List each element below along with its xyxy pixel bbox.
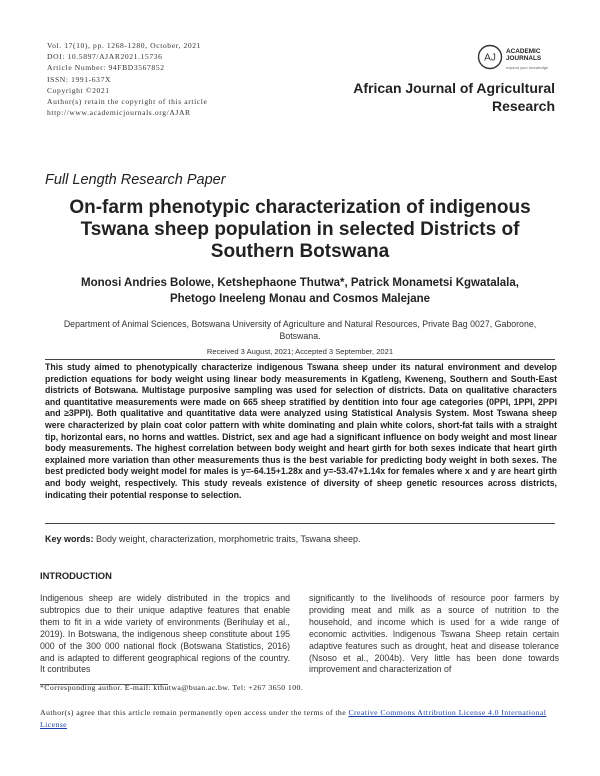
keywords-text: Body weight, characterization, morphometric traits, Tswana sheep.: [96, 534, 361, 544]
article-metadata: [47, 40, 207, 118]
corresponding-author-note: *Corresponding author. E-mail: kthutwa@buan.ac.bw. Tel: +267 3650 100.: [40, 683, 304, 692]
logo-line-2: JOURNALS: [506, 55, 542, 63]
keywords: [45, 534, 361, 544]
academic-journals-logo-icon: [477, 44, 503, 70]
logo-wordmark: [506, 48, 541, 62]
abstract: This study aimed to phenotypically characterize indigenous Tswana sheep under its natural environment and develop prediction equations for body weight using linear body measurements in Kgatleng, Kweneng, Southern and South-East districts of Botswana. Multistage purposive sampling was used for selection of districts. Data on qualitative characters and quantitative measurements were made on 665 sheep stratified by dentition into four age categories (0PPI, 1PPI, 2PPI and ≥3PPI). Both qualitative and quantitative data were analyzed using Statistical Analysis System. Most Tswana sheep were characterized by plain coat color pattern with white dominating and plain white colors, short-fat tails with a straight tip, horizontal ears, no horns and wattles. District, sex and age had a significant influence on body weight and most linear body measurements. The highest correlation between body weight and heart girth for both sexes indicate that heart girth explained more variation than other measurements thus is the best variable for predicting body weight in both sexes. The best predicted body weight model for males is y=-64.15+1.28x and y=-53.47+1.14x for females where x and y are heart girth and body weight, respectively. This study reveals existence of diversity of sheep genetic resources across districts, indicating their potential response to selection.: [45, 362, 557, 500]
paper-type: Full Length Research Paper: [45, 172, 226, 188]
author-list: [40, 276, 560, 307]
received-dates: Received 3 August, 2021; Accepted 3 September, 2021: [206, 347, 394, 356]
volume-line: Vol. 17(10), pp. 1268-1280, October, 2021: [47, 41, 202, 50]
logo-tagline: expand your knowledge: [506, 66, 549, 70]
article-number-line: Article Number: 94FBD3567852: [47, 63, 165, 73]
logo-mark: AJ: [484, 52, 496, 64]
article-title: On-farm phenotypic characterization of indigenous Tswana sheep population in selected Districts of Southern Botswana: [69, 197, 531, 262]
affiliation: Department of Animal Sciences, Botswana University of Agriculture and Natural Resources, Private Bag 0027, Gaborone, Botswana.: [63, 319, 537, 341]
license-note: [40, 707, 560, 730]
keywords-label: Key words:: [45, 534, 94, 544]
abstract-bottom-divider: [45, 523, 555, 524]
copyright-line: Copyright ©2021: [47, 85, 110, 95]
license-text: Author(s) agree that this article remain permanently open access under the terms of the: [40, 708, 347, 717]
rights-line: Author(s) retain the copyright of this article: [47, 97, 208, 107]
introduction-column-2: significantly to the livelihoods of resource poor farmers by providing meat and milk as a source of nutrition to the household, and income which is used for a wide range of economic activities. Indigenous Tswana Sheep retain certain adaptive features such as drought, heat and disease tolerance (Nsoso et al., 2004b). Very little has been done towards improvement and characterization of: [309, 593, 559, 675]
doi-line: DOI: 10.5897/AJAR2021.15736: [47, 52, 163, 62]
abstract-top-divider: [45, 359, 555, 360]
journal-name: African Journal of Agricultural Research: [353, 80, 555, 114]
authors-line-1: Monosi Andries Bolowe, Ketshephaone Thutwa*, Patrick Monametsi Kgwatalala,: [81, 277, 519, 289]
introduction-heading: INTRODUCTION: [40, 570, 112, 581]
license-link[interactable]: Creative Commons Attribution License 4.0 International License: [40, 708, 547, 729]
logo-line-1: ACADEMIC: [506, 48, 541, 55]
issn-line: ISSN: 1991-637X: [47, 74, 112, 84]
journal-url-line[interactable]: http://www.academicjournals.org/AJAR: [47, 108, 191, 118]
authors-line-2: Phetogo Ineeleng Monau and Cosmos Malejane: [169, 292, 431, 305]
introduction-column-1: Indigenous sheep are widely distributed in the tropics and subtropics due to their unique adaptive features that enable them to fit in a wide variety of environments (Berihulay et al., 2019). In Botswana, the indigenous sheep constitute about 195 000 of the 300 000 national flock (Botswana Statistics, 2016) and is adapted to different geographical regions of the country. It contributes: [40, 593, 290, 675]
